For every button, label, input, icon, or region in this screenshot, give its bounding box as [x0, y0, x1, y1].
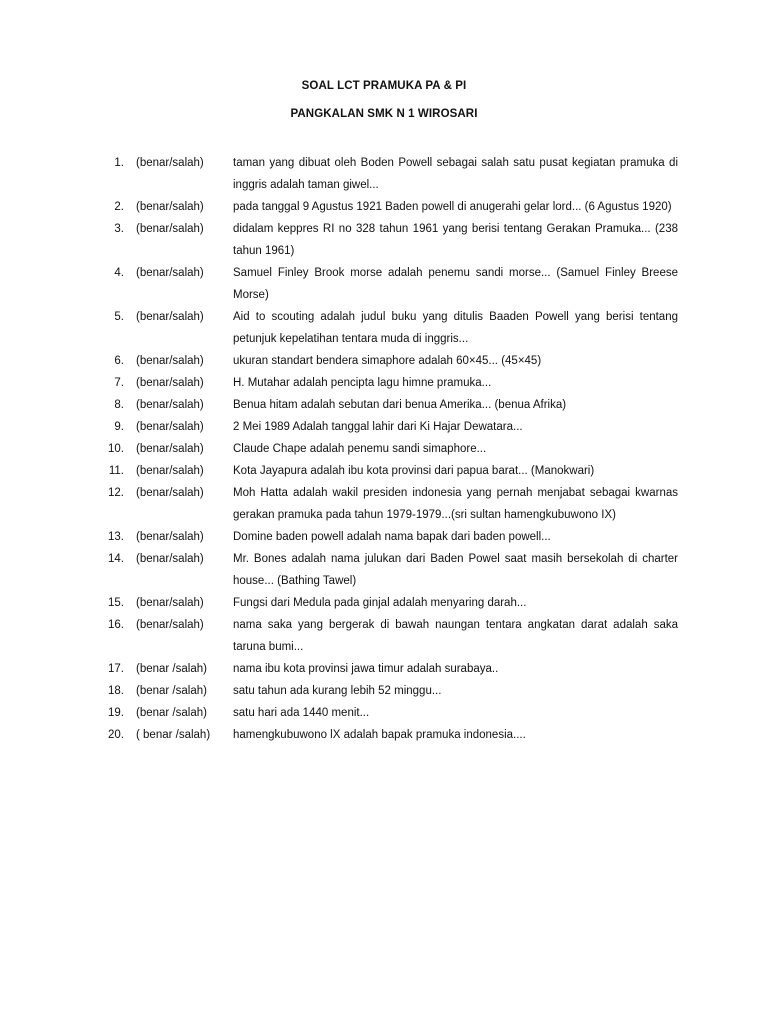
question-statement: Aid to scouting adalah judul buku yang ditulis Baaden Powell yang berisi tentang petunjuk kepelatihan tentara muda di inggris... — [233, 311, 678, 345]
question-number: 16. — [108, 619, 124, 631]
question-number: 18. — [108, 685, 124, 697]
question-number: 2. — [114, 201, 124, 213]
question-number: 19. — [108, 707, 124, 719]
question-item — [100, 438, 678, 460]
question-number: 4. — [114, 267, 124, 279]
true-false-choice: (benar/salah) — [136, 223, 204, 235]
true-false-choice: (benar/salah) — [136, 377, 204, 389]
true-false-choice: (benar/salah) — [136, 531, 204, 543]
question-statement: nama ibu kota provinsi jawa timur adalah surabaya.. — [233, 663, 499, 675]
question-item — [100, 372, 678, 394]
true-false-choice: (benar/salah) — [136, 267, 204, 279]
question-number: 5. — [114, 311, 124, 323]
question-item — [100, 394, 678, 416]
question-statement: Samuel Finley Brook morse adalah penemu sandi morse... (Samuel Finley Breese Morse) — [233, 267, 678, 301]
question-item — [100, 658, 678, 680]
question-item — [100, 306, 678, 350]
true-false-choice: ( benar /salah) — [136, 729, 211, 741]
document-subtitle: PANGKALAN SMK N 1 WIROSARI — [290, 108, 478, 120]
question-statement: Moh Hatta adalah wakil presiden indonesia yang pernah menjabat sebagai kwarnas gerakan pramuka pada tahun 1979-1979...(sri sultan hamengkubuwono IX) — [233, 487, 678, 521]
question-statement: Benua hitam adalah sebutan dari benua Amerika... (benua Afrika) — [233, 399, 567, 411]
question-item — [100, 460, 678, 482]
question-statement: taman yang dibuat oleh Boden Powell sebagai salah satu pusat kegiatan pramuka di inggris adalah taman giwel... — [233, 157, 678, 191]
question-statement: didalam keppres RI no 328 tahun 1961 yang berisi tentang Gerakan Pramuka... (238 tahun 1961) — [233, 223, 678, 257]
question-statement: ukuran standart bendera simaphore adalah 60×45... (45×45) — [233, 355, 542, 367]
question-statement: Domine baden powell adalah nama bapak dari baden powell... — [233, 531, 551, 543]
question-number: 15. — [108, 597, 124, 609]
true-false-choice: (benar/salah) — [136, 399, 204, 411]
question-number: 10. — [108, 443, 124, 455]
question-number: 12. — [108, 487, 124, 499]
question-item — [100, 152, 678, 196]
question-number: 3. — [114, 223, 124, 235]
question-statement: pada tanggal 9 Agustus 1921 Baden powell di anugerahi gelar lord... (6 Agustus 1920) — [233, 201, 672, 213]
true-false-choice: (benar/salah) — [136, 355, 204, 367]
true-false-choice: (benar/salah) — [136, 421, 204, 433]
question-item — [100, 724, 678, 746]
true-false-choice: (benar /salah) — [136, 685, 207, 697]
question-statement: hamengkubuwono lX adalah bapak pramuka indonesia.... — [233, 729, 526, 741]
document-title: SOAL LCT PRAMUKA PA & PI — [301, 80, 467, 92]
question-number: 13. — [108, 531, 124, 543]
question-statement: satu hari ada 1440 menit... — [233, 707, 370, 719]
question-statement: Kota Jayapura adalah ibu kota provinsi dari papua barat... (Manokwari) — [233, 465, 595, 477]
question-item — [100, 350, 678, 372]
question-item — [100, 482, 678, 526]
question-item — [100, 526, 678, 548]
question-number: 1. — [114, 157, 124, 169]
true-false-choice: (benar/salah) — [136, 311, 204, 323]
question-item — [100, 592, 678, 614]
question-number: 6. — [114, 355, 124, 367]
true-false-choice: (benar /salah) — [136, 707, 207, 719]
question-item — [100, 416, 678, 438]
question-list — [100, 152, 678, 746]
question-item — [100, 548, 678, 592]
true-false-choice: (benar/salah) — [136, 487, 204, 499]
question-number: 11. — [108, 465, 124, 477]
question-item — [100, 614, 678, 658]
question-number: 20. — [108, 729, 124, 741]
question-number: 8. — [114, 399, 124, 411]
true-false-choice: (benar/salah) — [136, 597, 204, 609]
question-statement: H. Mutahar adalah pencipta lagu himne pramuka... — [233, 377, 492, 389]
question-statement: satu tahun ada kurang lebih 52 minggu... — [233, 685, 442, 697]
question-number: 14. — [108, 553, 124, 565]
question-number: 9. — [114, 421, 124, 433]
question-item — [100, 262, 678, 306]
true-false-choice: (benar /salah) — [136, 663, 207, 675]
true-false-choice: (benar/salah) — [136, 553, 204, 565]
true-false-choice: (benar/salah) — [136, 465, 204, 477]
question-item — [100, 702, 678, 724]
question-item — [100, 196, 678, 218]
question-item — [100, 218, 678, 262]
true-false-choice: (benar/salah) — [136, 443, 204, 455]
question-statement: Mr. Bones adalah nama julukan dari Baden Powel saat masih bersekolah di charter house... (Bathing Tawel) — [233, 553, 678, 587]
true-false-choice: (benar/salah) — [136, 619, 204, 631]
question-statement: 2 Mei 1989 Adalah tanggal lahir dari Ki Hajar Dewatara... — [233, 421, 523, 433]
question-number: 7. — [114, 377, 124, 389]
true-false-choice: (benar/salah) — [136, 157, 204, 169]
question-item — [100, 680, 678, 702]
question-statement: nama saka yang bergerak di bawah naungan tentara angkatan darat adalah saka taruna bumi... — [233, 619, 678, 653]
question-statement: Claude Chape adalah penemu sandi simaphore... — [233, 443, 487, 455]
question-number: 17. — [108, 663, 124, 675]
true-false-choice: (benar/salah) — [136, 201, 204, 213]
question-statement: Fungsi dari Medula pada ginjal adalah menyaring darah... — [233, 597, 527, 609]
